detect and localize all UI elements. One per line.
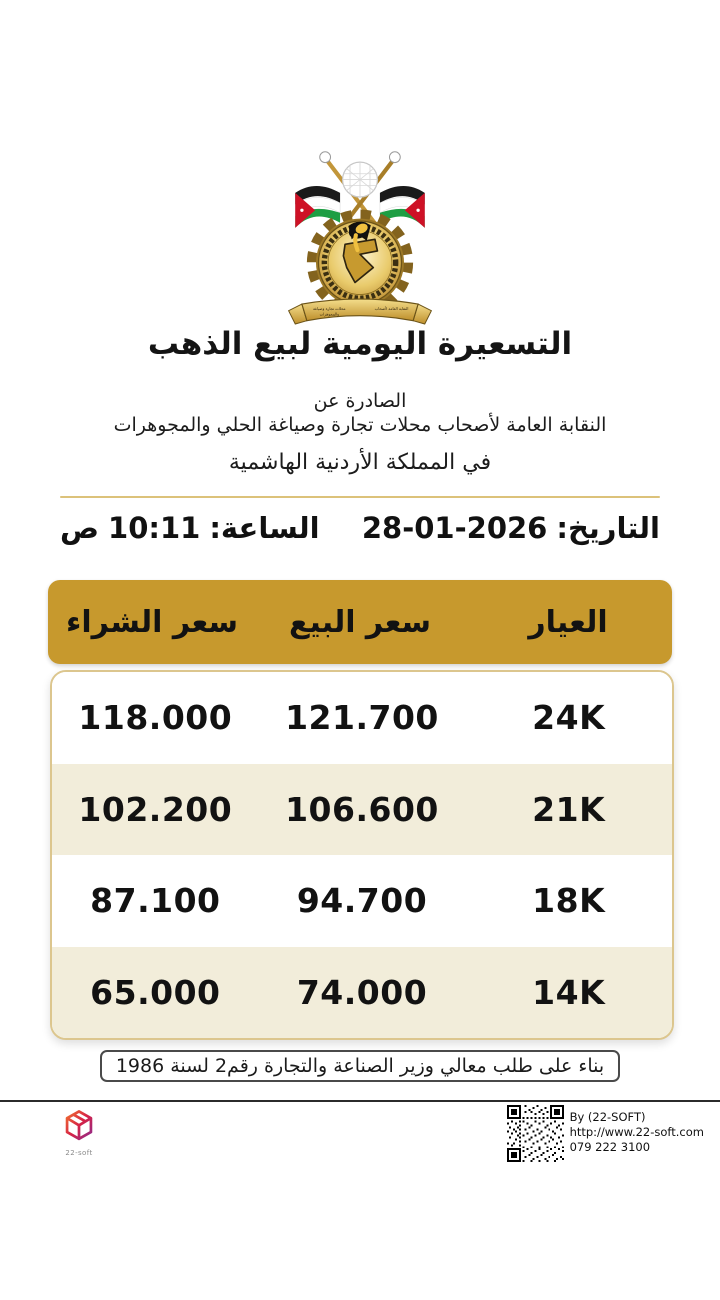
buy-cell: 118.000 bbox=[78, 698, 233, 738]
time-label: الساعة: bbox=[209, 511, 320, 545]
column-header-sell: سعر البيع bbox=[288, 604, 432, 640]
sell-cell: 94.700 bbox=[296, 881, 428, 921]
table-row bbox=[52, 764, 672, 856]
vendor-credit-block bbox=[507, 1105, 704, 1162]
cube-logo-icon bbox=[63, 1109, 95, 1144]
table-row bbox=[52, 947, 672, 1039]
time-value: 10:11 bbox=[108, 511, 201, 545]
karat-cell: 24K bbox=[532, 698, 606, 738]
column-header-karat: العيار bbox=[528, 604, 608, 640]
issuer-name: النقابة العامة لأصحاب محلات تجارة وصياغة الحلي والمجوهرات bbox=[113, 414, 607, 436]
page-title: التسعيرة اليومية لبيع الذهب bbox=[147, 326, 573, 362]
legal-note-wrap bbox=[0, 1050, 720, 1082]
ribbon-text-left: محلات تجارة وصياغة bbox=[312, 305, 346, 311]
buy-cell: 65.000 bbox=[90, 972, 221, 1012]
ribbon-text-left2: والمجوهرات bbox=[319, 311, 339, 317]
date-group bbox=[362, 511, 660, 545]
sell-cell: 106.600 bbox=[285, 789, 439, 829]
emblem-graphic bbox=[277, 146, 443, 336]
meridiem-label: ص bbox=[60, 511, 100, 545]
credit-line-1: By (22-SOFT) bbox=[569, 1110, 646, 1124]
gem-icon bbox=[343, 162, 378, 197]
qr-code-icon bbox=[507, 1105, 564, 1162]
date-value: 28-01-2026 bbox=[361, 511, 548, 545]
price-table-body bbox=[50, 670, 674, 1040]
karat-cell: 18K bbox=[532, 881, 606, 921]
gold-divider bbox=[60, 496, 660, 498]
vendor-credit-text bbox=[570, 1105, 704, 1156]
time-group bbox=[60, 511, 320, 545]
karat-cell: 14K bbox=[532, 972, 606, 1012]
buy-cell: 102.200 bbox=[78, 789, 233, 829]
sell-cell: 74.000 bbox=[296, 972, 428, 1012]
credit-line-3: 079 222 3100 bbox=[569, 1140, 651, 1155]
sell-cell: 121.700 bbox=[285, 698, 439, 738]
ribbon-banner bbox=[289, 299, 432, 324]
table-row bbox=[52, 855, 672, 947]
column-header-buy: سعر الشراء bbox=[66, 604, 238, 640]
price-table-header bbox=[48, 580, 672, 664]
legal-note: بناء على طلب معالي وزير الصناعة والتجارة رقم2 لسنة 1986 bbox=[100, 1050, 620, 1082]
date-label: التاريخ: bbox=[556, 511, 660, 545]
country-line: في المملكة الأردنية الهاشمية bbox=[228, 450, 492, 475]
vendor-logo-block bbox=[56, 1109, 102, 1157]
karat-cell: 21K bbox=[532, 789, 606, 829]
credit-line-2: http://www.22-soft.com bbox=[569, 1125, 704, 1140]
buy-cell: 87.100 bbox=[90, 881, 221, 921]
table-row bbox=[52, 672, 672, 764]
ribbon-text-right: النقابة العامة لأصحاب bbox=[374, 305, 409, 311]
vendor-brand-small: 22-soft bbox=[65, 1149, 93, 1157]
issued-by-prefix: الصادرة عن bbox=[313, 390, 407, 412]
footer-divider bbox=[0, 1100, 720, 1102]
datetime-row bbox=[60, 511, 660, 545]
syndicate-emblem bbox=[277, 146, 443, 336]
